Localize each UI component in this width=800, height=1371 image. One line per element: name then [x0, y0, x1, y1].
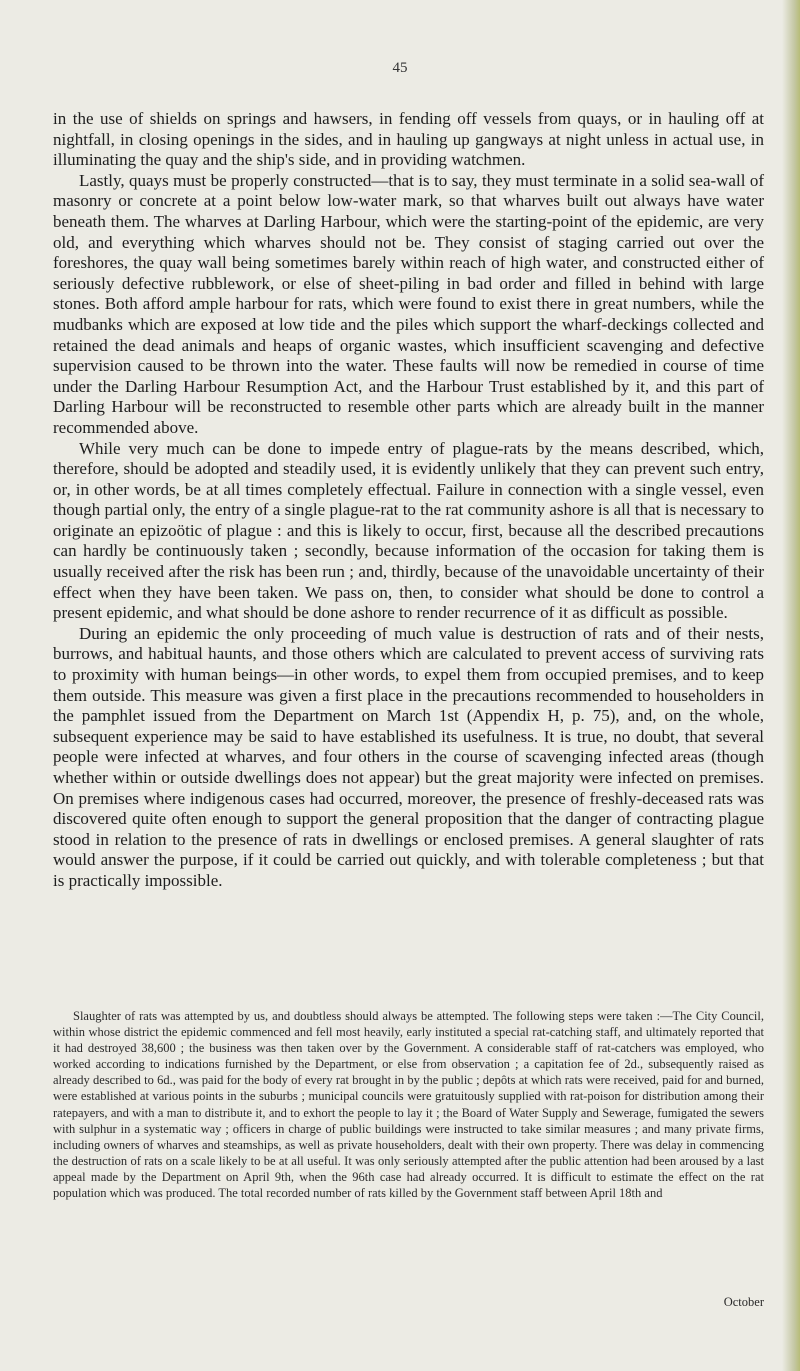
page-edge-shadow [782, 0, 800, 1371]
paragraph: Lastly, quays must be properly constructed—that is to say, they must terminate in a solid sea-wall of masonry or concrete at a point below low-water mark, so that wharves built out always have water beneath them. The wharves at Darling Harbour, which were the starting-point of the epidemic, are very old, and everything which wharves should not be. They consist of staging carried out over the foreshores, the quay wall being sometimes barely within reach of high water, and constructed either of seriously defective rubblework, or else of sheet-piling in bad order and filled in behind with large stones. Both afford ample harbour for rats, which were found to exist there in great numbers, while the mudbanks which are exposed at low tide and the piles which support the wharf-deckings collected and retained the dead animals and heaps of organic wastes, which insufficient scavenging and defective supervision caused to be thrown into the water. These faults will now be remedied in course of time under the Darling Harbour Resumption Act, and the Harbour Trust established by it, and this part of Darling Harbour will be reconstructed to resemble other parts which are already built in the manner recommended above. [53, 170, 764, 437]
footnote: Slaughter of rats was attempted by us, and doubtless should always be attempted. The following steps were taken :—The City Council, within whose district the epidemic commenced and fell most heavily, early instituted a special rat-catching staff, and ultimately reported that it had destroyed 38,600 ; the business was then taken over by the Government. A considerable staff of rat-catchers was employed, who worked according to indications furnished by the Department, or else from observation ; a capitation fee of 2d., subsequently raised as already described to 6d., was paid for the body of every rat brought in by the public ; depôts at which rats were received, paid for and burned, were established at various points in the suburbs ; municipal councils were gratuitously supplied with rat-poison for distribution among their ratepayers, and with a man to distribute it, and to exhort the people to lay it ; the Board of Water Supply and Sewerage, fumigated the sewers with sulphur in a systematic way ; officers in charge of public buildings were instructed to take similar measures ; and many private firms, including owners of wharves and steamships, as well as private householders, dealt with their own property. There was delay in commencing the destruction of rats on a scale likely to be at all useful. It was only seriously attempted after the public attention had been aroused by a last appeal made by the Department on April 9th, when the 96th case had already occurred. It is difficult to estimate the effect on the rat population which was produced. The total recorded number of rats killed by the Government staff between April 18th and [53, 1009, 764, 1201]
page-number: 45 [392, 60, 408, 76]
catchword: October [723, 1295, 764, 1309]
paragraph: While very much can be done to impede entry of plague-rats by the means described, which, therefore, should be adopted and steadily used, it is evidently unlikely that they can prevent such entry, or, in other words, be at all times completely effectual. Failure in connection with a single vessel, even though partial only, the entry of a single plague-rat to the rat community ashore is all that is necessary to originate an epizoötic of plague : and this is likely to occur, first, because all the described precautions can hardly be continuously taken ; secondly, because information of the occasion for taking them is usually received after the risk has been run ; and, thirdly, because of the unavoidable uncertainty of their effect when they have been taken. We pass on, then, to consider what should be done to control a present epidemic, and what should be done ashore to render recurrence of it as difficult as possible. [53, 438, 764, 623]
body-text [53, 109, 764, 892]
paragraph: During an epidemic the only proceeding of much value is destruction of rats and of their nests, burrows, and habitual haunts, and those others which are calculated to prevent access of surviving rats to proximity with human beings—in other words, to expel them from occupied premises, and to keep them outside. This measure was given a first place in the precautions recommended to householders in the pamphlet issued from the Department on March 1st (Appendix H, p. 75), and, on the whole, subsequent experience may be said to have established its usefulness. It is true, no doubt, that several people were infected at wharves, and four others in the course of scavenging infected areas (though whether within or outside dwellings does not appear) but the great majority were infected on premises. On premises where indigenous cases had occurred, moreover, the presence of freshly-deceased rats was discovered quite often enough to support the general proposition that the danger of contracting plague stood in relation to the presence of rats in dwellings or enclosed premises. A general slaughter of rats would answer the purpose, if it could be carried out quickly, and with tolerable completeness ; but that is practically impossible. [53, 623, 764, 890]
paragraph: in the use of shields on springs and hawsers, in fending off vessels from quays, or in hauling off at nightfall, in closing openings in the sides, and in hauling up gangways at night unless in actual use, in illuminating the quay and the ship's side, and in providing watchmen. [53, 109, 764, 170]
